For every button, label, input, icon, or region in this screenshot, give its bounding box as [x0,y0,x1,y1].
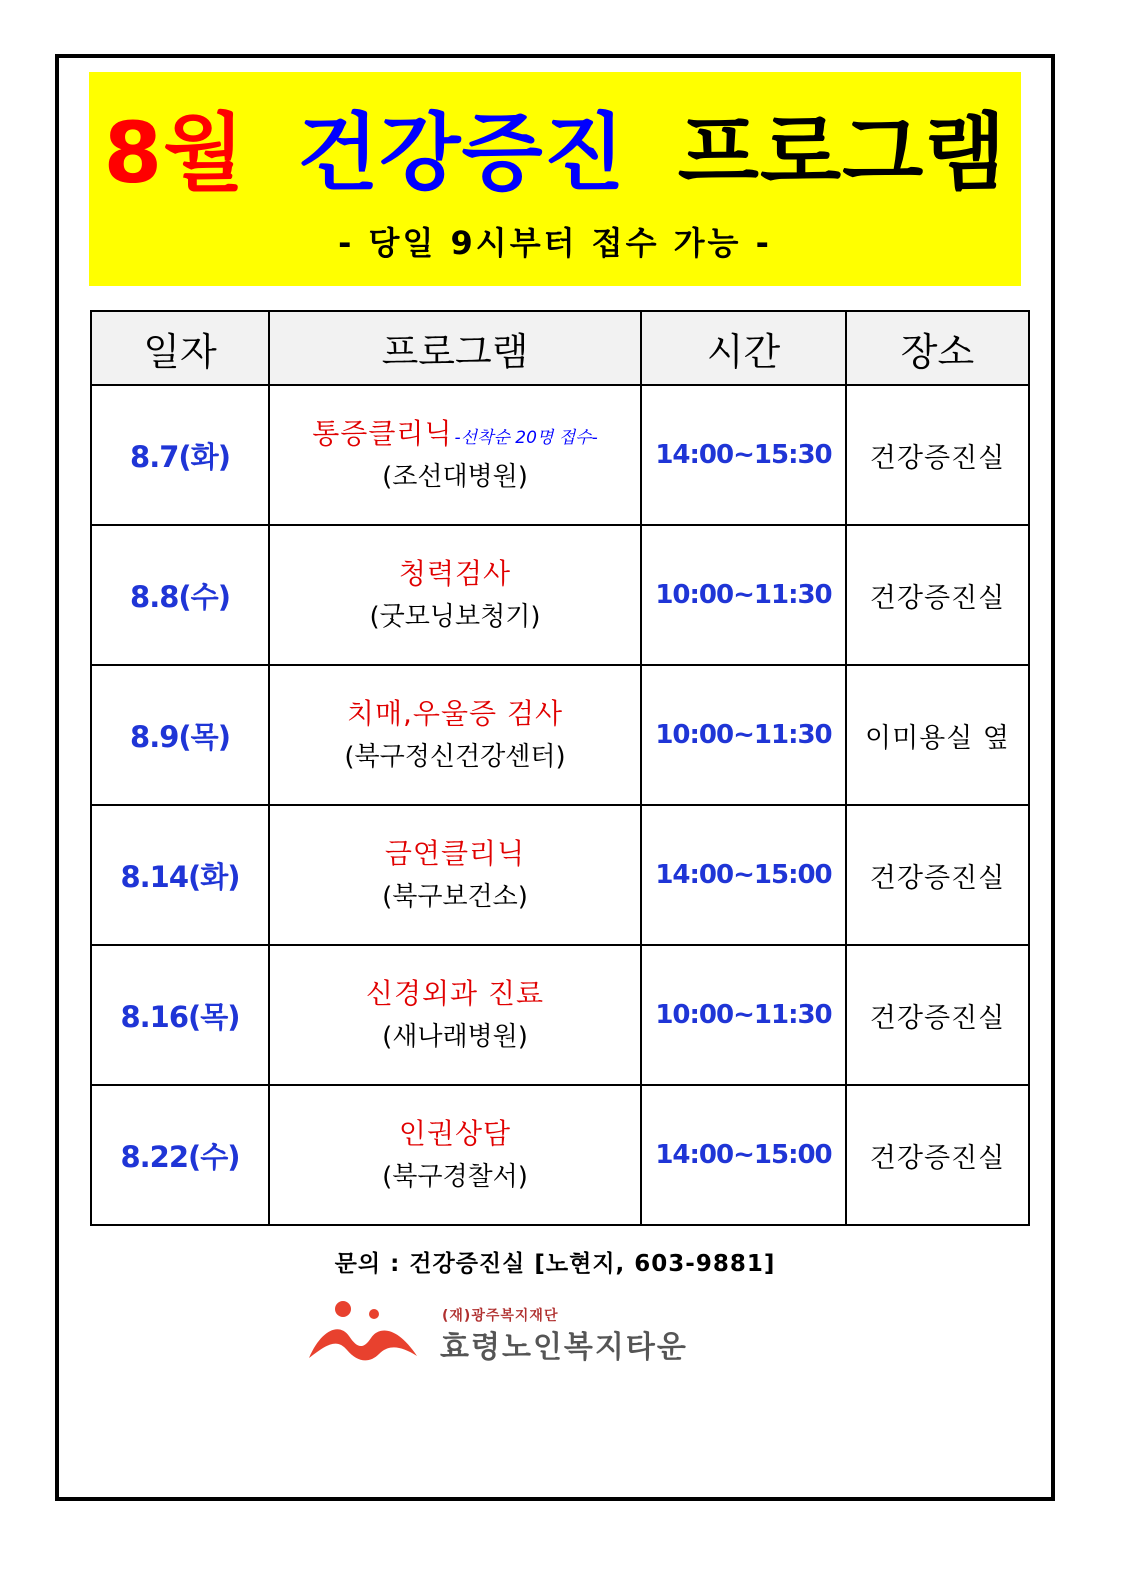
row-program-provider: (북구보건소) [382,882,528,912]
table-row [91,525,1029,665]
title-health: 건강증진 [297,103,626,202]
table-row [91,665,1029,805]
row-date: 8.9(목) [91,665,269,805]
table-row [91,1085,1029,1225]
row-place: 건강증진실 [846,525,1029,665]
row-program-cell [269,525,641,665]
column-header-time: 시간 [641,311,846,385]
schedule-table [90,310,1030,1226]
row-program-cell [269,945,641,1085]
row-program-name: 신경외과 진료 [365,977,545,1010]
row-time: 14:00~15:00 [641,805,846,945]
page-title [89,86,1021,206]
row-program-name: 금연클리닉 [384,837,526,870]
row-program-name: 청력검사 [398,557,512,590]
row-place: 건강증진실 [846,385,1029,525]
title-program: 프로그램 [677,103,1007,202]
row-date: 8.7(화) [91,385,269,525]
row-time: 10:00~11:30 [641,525,846,665]
row-time: 14:00~15:30 [641,385,846,525]
row-program-cell [269,665,641,805]
table-row [91,945,1029,1085]
row-program-name: 치매,우울증 검사 [346,697,564,730]
row-program-provider: (북구경찰서) [382,1162,528,1192]
row-place: 건강증진실 [846,945,1029,1085]
row-program-provider: (북구정신건강센터) [344,742,566,772]
row-date: 8.14(화) [91,805,269,945]
row-date: 8.8(수) [91,525,269,665]
title-month: 8월 [103,103,246,202]
row-program-name: 통증클리닉 [312,417,453,450]
column-header-place: 장소 [846,311,1029,385]
row-program-note: -선착순 20명 접수- [454,428,598,448]
table-row [91,385,1029,525]
row-date: 8.16(목) [91,945,269,1085]
row-place: 건강증진실 [846,1085,1029,1225]
row-time: 10:00~11:30 [641,665,846,805]
table-row [91,805,1029,945]
table-header-row [91,311,1029,385]
logo-name: 효령노인복지타운 [440,1330,688,1365]
row-place: 건강증진실 [846,805,1029,945]
row-place: 이미용실 옆 [846,665,1029,805]
row-time: 10:00~11:30 [641,945,846,1085]
row-program-provider: (조선대병원) [382,462,528,492]
row-program-cell [269,385,641,525]
row-program-provider: (새나래병원) [382,1022,528,1052]
column-header-program: 프로그램 [269,311,641,385]
row-program-name: 인권상담 [398,1117,512,1150]
row-program-provider: (굿모닝보청기) [369,602,541,632]
foundation-logo-icon [305,1300,425,1370]
page-subtitle: - 당일 9시부터 접수 가능 - [338,224,772,262]
row-program-cell [269,805,641,945]
row-time: 14:00~15:00 [641,1085,846,1225]
title-banner [89,72,1021,286]
contact-info: 문의 : 건강증진실 [노현지, 603-9881] [334,1251,776,1277]
row-program-cell [269,1085,641,1225]
logo-organization: (재)광주복지재단 [442,1308,559,1324]
column-header-date: 일자 [91,311,269,385]
row-date: 8.22(수) [91,1085,269,1225]
